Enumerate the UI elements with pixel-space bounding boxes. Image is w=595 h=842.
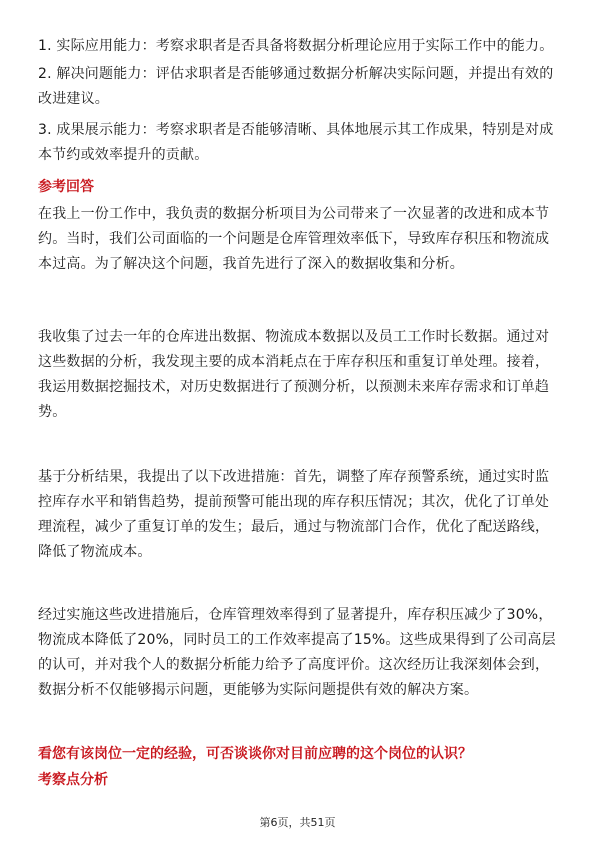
next-question-heading: 看您有该岗位一定的经验，可否谈谈你对目前应聘的这个岗位的认识？ [38, 746, 472, 762]
answer-paragraph: 在我上一份工作中，我负责的数据分析项目为公司带来了一次显著的改进和成本节约。当时，我们公司面临的一个问题是仓库管理效率低下，导致库存积压和物流成本过高。为了解决这个问题，我首先进行了深入的数据收集和分析。 [38, 206, 550, 272]
answer-paragraph: 基于分析结果，我提出了以下改进措施：首先，调整了库存预警系统，通过实时监控库存水平和销售趋势，提前预警可能出现的库存积压情况；其次，优化了订单处理流程，减少了重复订单的发生；最后，通过与物流部门合作，优化了配送路线，降低了物流成本。 [38, 469, 550, 560]
criterion-practical: 1. 实际应用能力：考察求职者是否具备将数据分析理论应用于实际工作中的能力。 [38, 38, 554, 54]
page-number-footer: 第6页，共51页 [259, 816, 336, 829]
reference-answer-heading: 参考回答 [38, 179, 94, 195]
criterion-problem-solving: 2. 解决问题能力：评估求职者是否能够通过数据分析解决实际问题，并提出有效的改进建议。 [38, 66, 554, 107]
analysis-heading: 考察点分析 [38, 772, 108, 788]
answer-paragraph: 我收集了过去一年的仓库进出数据、物流成本数据以及员工工作时长数据。通过对这些数据的分析，我发现主要的成本消耗点在于库存积压和重复订单处理。接着，我运用数据挖掘技术，对历史数据进行了预测分析，以预测未来库存需求和订单趋势。 [38, 329, 550, 420]
answer-paragraph: 经过实施这些改进措施后，仓库管理效率得到了显著提升，库存积压减少了30%，物流成本降低了20%，同时员工的工作效率提高了15%。这些成果得到了公司高层的认可，并对我个人的数据分析能力给予了高度评价。这次经历让我深刻体会到，数据分析不仅能够揭示问题，更能够为实际问题提供有效的解决方案。 [38, 607, 556, 698]
criterion-results: 3. 成果展示能力：考察求职者是否能够清晰、具体地展示其工作成果，特别是对成本节约或效率提升的贡献。 [38, 122, 554, 163]
